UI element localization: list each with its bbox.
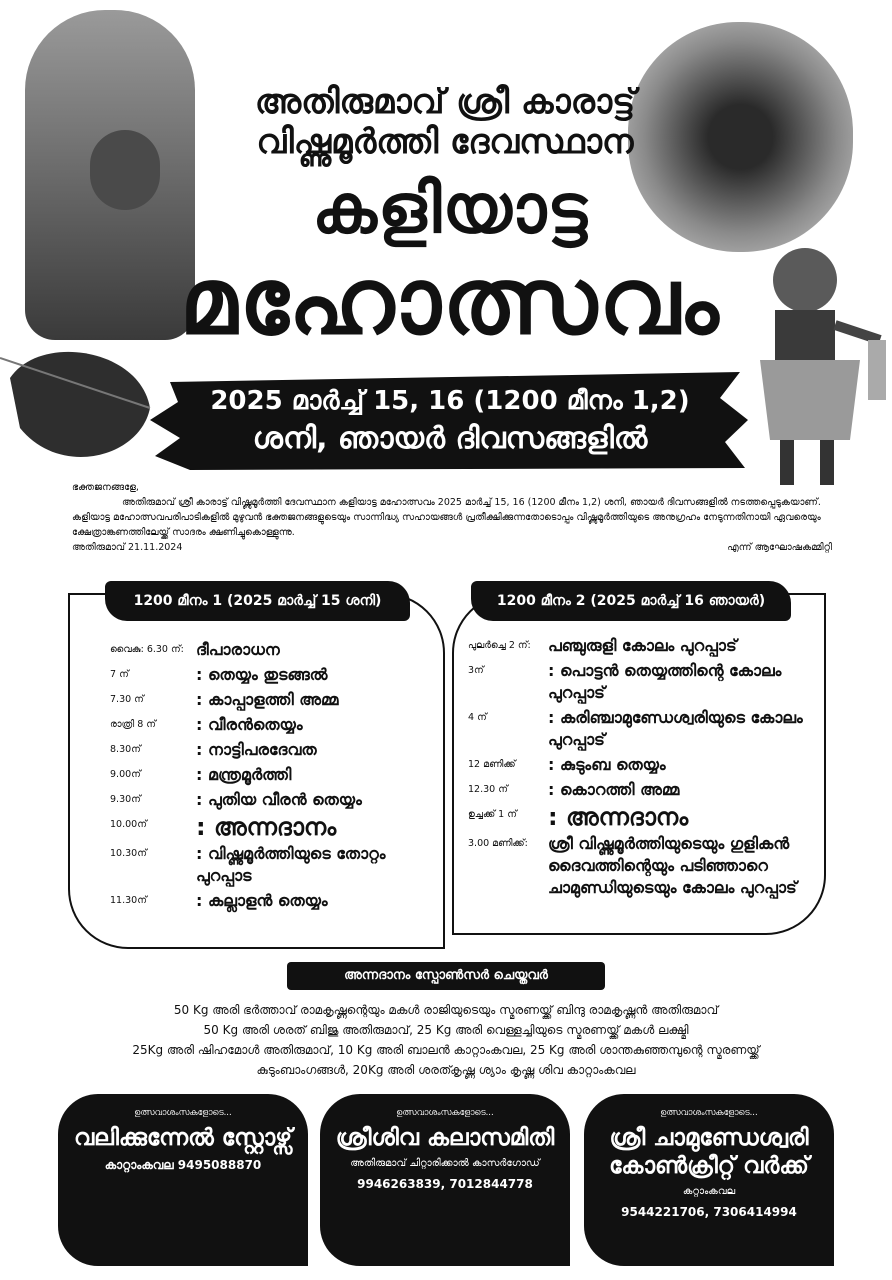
schedule-event: : പൊട്ടൻ തെയ്യത്തിന്റെ കോലം പുറപ്പാട് bbox=[548, 661, 782, 702]
schedule-time: 10.30ന് bbox=[110, 848, 147, 859]
schedule-time: 12 മണിക്ക് bbox=[468, 759, 516, 770]
schedule-time: 10.00ന് bbox=[110, 819, 147, 830]
ad-address: അതിരുമാവ് ചിറ്റാരിക്കാൽ കാസർഗോഡ് bbox=[350, 1158, 540, 1169]
temple-name-line2: വിഷ്ണുമൂർത്തി ദേവസ്ഥാന bbox=[256, 122, 634, 162]
schedule-row bbox=[110, 843, 430, 887]
schedule-time: 11.30ന് bbox=[110, 895, 147, 906]
schedule-row bbox=[468, 707, 813, 751]
sponsor-line: 25Kg അരി ഷിഹമോൾ അതിരുമാവ്, 10 Kg അരി ബാലൻ കാറ്റാംകവല, 25 Kg അരി ശാന്തകുഞ്ഞമ്പുന്റെ സ്മരണയ്ക്ക് bbox=[132, 1043, 760, 1057]
schedule-event: : മന്ത്രമൂർത്തി bbox=[196, 765, 292, 784]
schedule-event: : നാട്ടിപരദേവത bbox=[196, 740, 317, 759]
schedule-time: 9.00ന് bbox=[110, 769, 141, 780]
place-date: അതിരുമാവ് 21.11.2024 bbox=[72, 542, 183, 553]
committee-signoff: എന്ന് ആഘോഷകമ്മിറ്റി bbox=[727, 542, 832, 553]
schedule-row bbox=[468, 833, 813, 899]
schedule-event: : പുതിയ വീരൻ തെയ്യം bbox=[196, 790, 362, 809]
ad-sreesiva-kalasamithi bbox=[320, 1094, 570, 1266]
schedule-row bbox=[110, 814, 430, 840]
theyyam-dancer-image bbox=[750, 240, 890, 490]
schedule-event: : കൊറത്തി അമ്മ bbox=[548, 780, 680, 799]
temple-name-line1: അതിരുമാവ് ശ്രീ കാരാട്ട് bbox=[254, 82, 636, 122]
day2-list bbox=[468, 635, 813, 902]
schedule-row bbox=[468, 804, 813, 830]
schedule-time: 3ന് bbox=[468, 665, 484, 676]
schedule-row bbox=[468, 635, 813, 657]
schedule-time: 4 ന് bbox=[468, 712, 487, 723]
theyyam-face-image bbox=[90, 130, 160, 210]
ad-greeting: ഉത്സവാശംസകളോടെ... bbox=[134, 1108, 232, 1118]
sponsor-line: 50 Kg അരി ഭർത്താവ് രാമകൃഷ്ണന്റെയും മകൾ രാജിയുടെയും സ്മരണയ്ക്ക് ബിന്ദു രാമകൃഷ്ണൻ അതിരുമാവ് bbox=[173, 1003, 719, 1017]
day1-heading: 1200 മീനം 1 (2025 മാർച്ച് 15 ശനി) bbox=[105, 581, 410, 621]
schedule-event: പഞ്ചുരുളി കോലം പുറപ്പാട് bbox=[548, 636, 737, 655]
sponsor-line: കുടുംബാംഗങ്ങൾ, 20Kg അരി ശരത്കൃഷ്ണ ശ്യാം കൃഷ്ണ ശിവ കാറ്റാംകവല bbox=[256, 1063, 636, 1077]
ad-name: വലിക്കുന്നേൽ സ്റ്റോഴ്സ് bbox=[73, 1125, 293, 1151]
day2-schedule bbox=[452, 593, 826, 935]
schedule-event: : കുടുംബ തെയ്യം bbox=[548, 755, 666, 774]
schedule-time: പുലർച്ചെ 2 ന്: bbox=[468, 640, 531, 651]
ad-valikkunnel-stores bbox=[58, 1094, 308, 1266]
schedule-time: 7.30 ന് bbox=[110, 694, 144, 705]
ad-contact: 9946263839, 7012844778 bbox=[357, 1177, 533, 1191]
greeting: ഭക്തജനങ്ങളേ, bbox=[72, 482, 139, 493]
peepal-leaf-image bbox=[0, 338, 160, 478]
schedule-time: വൈകു: 6.30 ന്: bbox=[110, 644, 184, 655]
schedule-event: ശ്രീ വിഷ്ണുമൂർത്തിയുടെയും ഗുളികൻ ദൈവത്തിന്റെയും പടിഞ്ഞാറെ ചാമുണ്ഡിയുടെയും കോലം പുറപ്പാട് bbox=[548, 834, 797, 897]
schedule-row bbox=[468, 660, 813, 704]
schedule-time: 7 ന് bbox=[110, 669, 129, 680]
sponsor-line: 50 Kg അരി ശരത് ബിജു അതിരുമാവ്, 25 Kg അരി വെള്ളച്ചിയുടെ സ്മരണയ്ക്ക് മകൾ ലക്ഷ്മി bbox=[203, 1023, 689, 1037]
schedule-time: ഉച്ചക്ക് 1 ന് bbox=[468, 809, 517, 820]
ad-contact: കാറ്റാംകവല 9495088870 bbox=[104, 1158, 262, 1172]
day2-heading: 1200 മീനം 2 (2025 മാർച്ച് 16 ഞായർ) bbox=[471, 581, 791, 621]
ad-chamundeswari-concrete bbox=[584, 1094, 834, 1266]
schedule-event: ദീപാരാധന bbox=[196, 640, 280, 659]
schedule-row bbox=[110, 664, 430, 686]
mahotsavam-title: മഹോത്സവം bbox=[179, 248, 721, 355]
schedule-time: 3.00 മണിക്ക്: bbox=[468, 838, 528, 849]
schedule-row bbox=[468, 779, 813, 801]
schedule-event: : അന്നദാനം bbox=[548, 803, 689, 831]
day1-schedule bbox=[68, 593, 445, 949]
schedule-time: 12.30 ന് bbox=[468, 784, 508, 795]
schedule-time: 9.30ന് bbox=[110, 794, 141, 805]
ad-name: ശ്രീ ചാമുണ്ഡേശ്വരി കോൺക്രീറ്റ് വർക്ക് bbox=[609, 1125, 809, 1179]
schedule-event: : അന്നദാനം bbox=[196, 813, 337, 841]
schedule-row bbox=[110, 764, 430, 786]
schedule-row bbox=[110, 689, 430, 711]
schedule-event: : കല്ലാളൻ തെയ്യം bbox=[196, 891, 328, 910]
schedule-row bbox=[110, 890, 430, 912]
sponsors-list bbox=[40, 1000, 852, 1080]
day1-list bbox=[110, 639, 430, 915]
ad-greeting: ഉത്സവാശംസകളോടെ... bbox=[660, 1108, 758, 1118]
schedule-row bbox=[110, 714, 430, 736]
schedule-event: : കാപ്പാളത്തി അമ്മ bbox=[196, 690, 339, 709]
invitation-text bbox=[72, 480, 832, 555]
schedule-row bbox=[110, 789, 430, 811]
schedule-row bbox=[468, 754, 813, 776]
festival-days: ശനി, ഞായർ ദിവസങ്ങളിൽ bbox=[252, 421, 648, 456]
ad-contact: 9544221706, 7306414994 bbox=[621, 1205, 797, 1219]
ad-greeting: ഉത്സവാശംസകളോടെ... bbox=[396, 1108, 494, 1118]
ad-address: കറ്റാംകവല bbox=[682, 1186, 736, 1197]
ad-name: ശ്രീശിവ കലാസമിതി bbox=[335, 1125, 555, 1151]
schedule-event: : തെയ്യം തുടങ്ങൽ bbox=[196, 665, 328, 684]
schedule-row bbox=[110, 739, 430, 761]
schedule-event: : വീരൻതെയ്യം bbox=[196, 715, 303, 734]
schedule-event: : കരിഞ്ചാമുണ്ഡേശ്വരിയുടെ കോലം പുറപ്പാട് bbox=[548, 708, 803, 749]
schedule-time: രാത്രി 8 ന് bbox=[110, 719, 156, 730]
festival-date: 2025 മാർച്ച് 15, 16 (1200 മീനം 1,2) bbox=[210, 386, 690, 416]
schedule-event: : വിഷ്ണുമൂർത്തിയുടെ തോറ്റം പുറപ്പാട bbox=[196, 844, 386, 885]
schedule-time: 8.30ന് bbox=[110, 744, 141, 755]
sponsors-heading: അന്നദാനം സ്പോൺസർ ചെയ്തവർ bbox=[287, 962, 605, 990]
schedule-row bbox=[110, 639, 430, 661]
kaliyatta-title: കളിയാട്ട bbox=[312, 170, 588, 249]
invitation-paragraph: അതിരുമാവ് ശ്രീ കാരാട്ട് വിഷ്ണുമൂർത്തി ദേവസ്ഥാന കളിയാട്ട മഹോത്സവം 2025 മാർച്ച് 15, 16 (1200 മീനം 1,2) ശനി, ഞായർ ദിവസങ്ങളിൽ നടത്തപ്പെടുകയാണ്. കളിയാട്ട മഹോത്സവപരിപാടികളിൽ മുഴുവൻ ഭക്തജനങ്ങളുടെയും സാന്നിദ്ധ്യ സഹായങ്ങൾ പ്രതീക്ഷിക്കുന്നതോടൊപ്പം വിഷ്ണുമൂർത്തിയുടെ അനുഗ്രഹം നേടുന്നതിനായി ഏവരെയും ക്ഷേത്രാങ്കണത്തിലേയ്ക്ക് സാദരം ക്ഷണിച്ചുകൊള്ളുന്നു. bbox=[72, 497, 821, 538]
